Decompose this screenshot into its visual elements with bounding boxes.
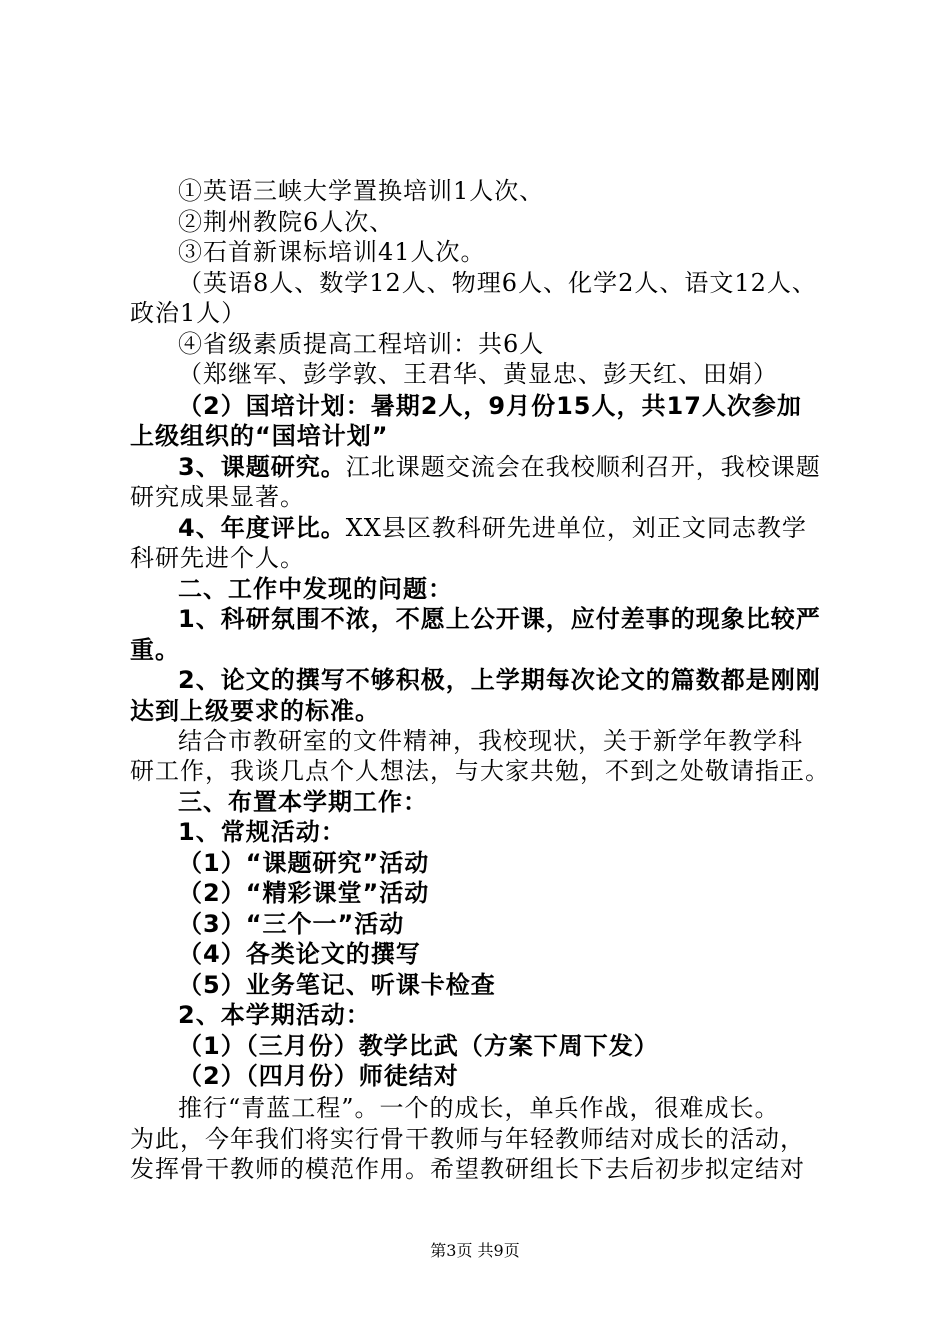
text-run: XX县区教科研先进单位，刘正文同志教学	[345, 514, 807, 542]
text-line: 研工作，我谈几点个人想法，与大家共勉，不到之处敬请指正。	[130, 757, 830, 785]
list-item: （3）“三个一”活动	[178, 910, 405, 938]
text-line: ①英语三峡大学置换培训1人次、	[178, 177, 545, 205]
text-line: 推行“青蓝工程”。一个的成长，单兵作战，很难成长。	[178, 1094, 780, 1122]
text-line: （郑继军、彭学敦、王君华、黄显忠、彭天红、田娟）	[178, 360, 778, 388]
heading-run: 3、课题研究。	[178, 453, 346, 481]
text-line: 1、科研氛围不浓，不愿上公开课，应付差事的现象比较严	[178, 605, 821, 633]
text-line: 科研先进个人。	[130, 544, 305, 572]
text-line	[178, 513, 807, 543]
text-line: ②荆州教院6人次、	[178, 208, 395, 236]
list-item: （2）（四月份）师徒结对	[178, 1062, 459, 1090]
list-item: （1）“课题研究”活动	[178, 849, 430, 877]
text-line: 研究成果显著。	[130, 483, 305, 511]
list-item: （4）各类论文的撰写	[178, 940, 421, 968]
text-line: 1、常规活动：	[178, 818, 346, 846]
list-item: （1）（三月份）教学比武（方案下周下发）	[178, 1032, 659, 1060]
heading-run: 4、年度评比。	[178, 514, 346, 542]
text-line: 2、本学期活动：	[178, 1001, 371, 1029]
text-line: ③石首新课标培训41人次。	[178, 238, 486, 266]
text-line: 2、论文的撰写不够积极，上学期每次论文的篇数都是刚刚	[178, 666, 821, 694]
section-heading: 二、工作中发现的问题：	[178, 575, 453, 603]
text-line: 上级组织的“国培计划”	[130, 422, 389, 450]
text-line: 达到上级要求的标准。	[130, 697, 380, 725]
list-item: （2）“精彩课堂”活动	[178, 879, 430, 907]
text-line: 为此，今年我们将实行骨干教师与年轻教师结对成长的活动，	[130, 1125, 805, 1153]
text-line: ④省级素质提高工程培训：共6人	[178, 330, 545, 358]
text-line	[178, 452, 821, 482]
text-line: （2）国培计划：暑期2人，9月份15人，共17人次参加	[178, 392, 802, 420]
text-run: 江北课题交流会在我校顺利召开，我校课题	[345, 453, 821, 481]
page-footer: 第3页 共9页	[430, 1241, 520, 1260]
text-line: 发挥骨干教师的模范作用。希望教研组长下去后初步拟定结对	[130, 1155, 805, 1183]
text-line: 结合市教研室的文件精神，我校现状，关于新学年教学科	[178, 727, 803, 755]
text-line: 重。	[130, 636, 180, 664]
list-item: （5）业务笔记、听课卡检查	[178, 971, 496, 999]
section-heading: 三、布置本学期工作：	[178, 788, 428, 816]
text-line: （英语8人、数学12人、物理6人、化学2人、语文12人、	[178, 269, 817, 297]
text-line: 政治1人）	[130, 299, 247, 327]
